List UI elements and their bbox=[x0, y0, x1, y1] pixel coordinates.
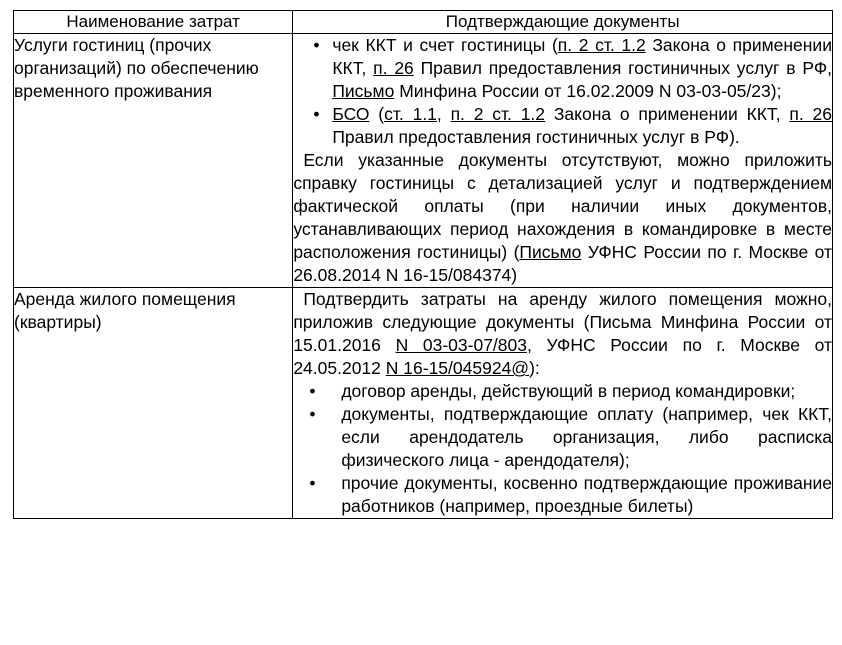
link-letter-ref[interactable]: N 03-03-07/803 bbox=[395, 335, 527, 355]
header-expense-name: Наименование затрат bbox=[14, 11, 293, 34]
table-row bbox=[14, 34, 833, 288]
link-rules-ref[interactable]: п. 26 bbox=[373, 58, 414, 78]
row-hotel-documents bbox=[293, 34, 833, 288]
list-item: • документы, подтверждающие оплату (например, чек ККТ, если арендодатель организация, либо расписка физического лица - арендодателя); bbox=[309, 403, 832, 472]
rent-intro: Подтвердить затраты на аренду жилого помещения можно, приложив следующие документы (Письма Минфина России от 15.01.2016 N 03-03-07/803, УФНС России по г. Москве от 24.05.2012 N 16-15/045924@): bbox=[293, 289, 832, 378]
link-law-ref[interactable]: п. 2 ст. 1.2 bbox=[450, 104, 546, 124]
expenses-table bbox=[13, 10, 833, 519]
link-rules-ref[interactable]: п. 26 bbox=[789, 104, 832, 124]
link-letter-ref[interactable]: Письмо bbox=[332, 81, 395, 101]
list-item: • БСО (ст. 1.1, п. 2 ст. 1.2 Закона о применении ККТ, п. 26 Правил предоставления гостиничных услуг в РФ). bbox=[315, 103, 832, 149]
rent-documents-list bbox=[293, 380, 832, 518]
list-item: • прочие документы, косвенно подтверждающие проживание работников (например, проездные билеты) bbox=[309, 472, 832, 518]
header-documents: Подтверждающие документы bbox=[293, 11, 833, 34]
list-item: • договор аренды, действующий в период командировки; bbox=[309, 380, 832, 403]
link-letter-ref[interactable]: Письмо bbox=[519, 242, 582, 262]
row-rent-documents bbox=[293, 288, 833, 519]
link-law-ref[interactable]: п. 2 ст. 1.2 bbox=[557, 35, 646, 55]
list-item: • чек ККТ и счет гостиницы (п. 2 ст. 1.2 Закона о применении ККТ, п. 26 Правил предоставления гостиничных услуг в РФ, Письмо Минфина России от 16.02.2009 N 03-03-05/23); bbox=[315, 34, 832, 103]
hotel-note: Если указанные документы отсутствуют, можно приложить справку гостиницы с детализацией услуг и подтверждением фактической оплаты (при наличии иных документов, устанавливающих период нахождения в командировке в месте расположения гостиницы) (Письмо УФНС России по г. Москве от 26.08.2014 N 16-15/084374) bbox=[293, 150, 833, 285]
link-bso[interactable]: БСО bbox=[332, 104, 370, 124]
link-letter-ref[interactable]: N 16-15/045924@ bbox=[385, 358, 530, 378]
row-rent-name: Аренда жилого помещения (квартиры) bbox=[14, 288, 293, 519]
link-law-ref[interactable]: ст. 1.1 bbox=[384, 104, 437, 124]
row-hotel-name: Услуги гостиниц (прочих организаций) по обеспечению временного проживания bbox=[14, 34, 293, 288]
table-row bbox=[14, 288, 833, 519]
hotel-documents-list bbox=[293, 34, 832, 149]
table-header-row bbox=[14, 11, 833, 34]
